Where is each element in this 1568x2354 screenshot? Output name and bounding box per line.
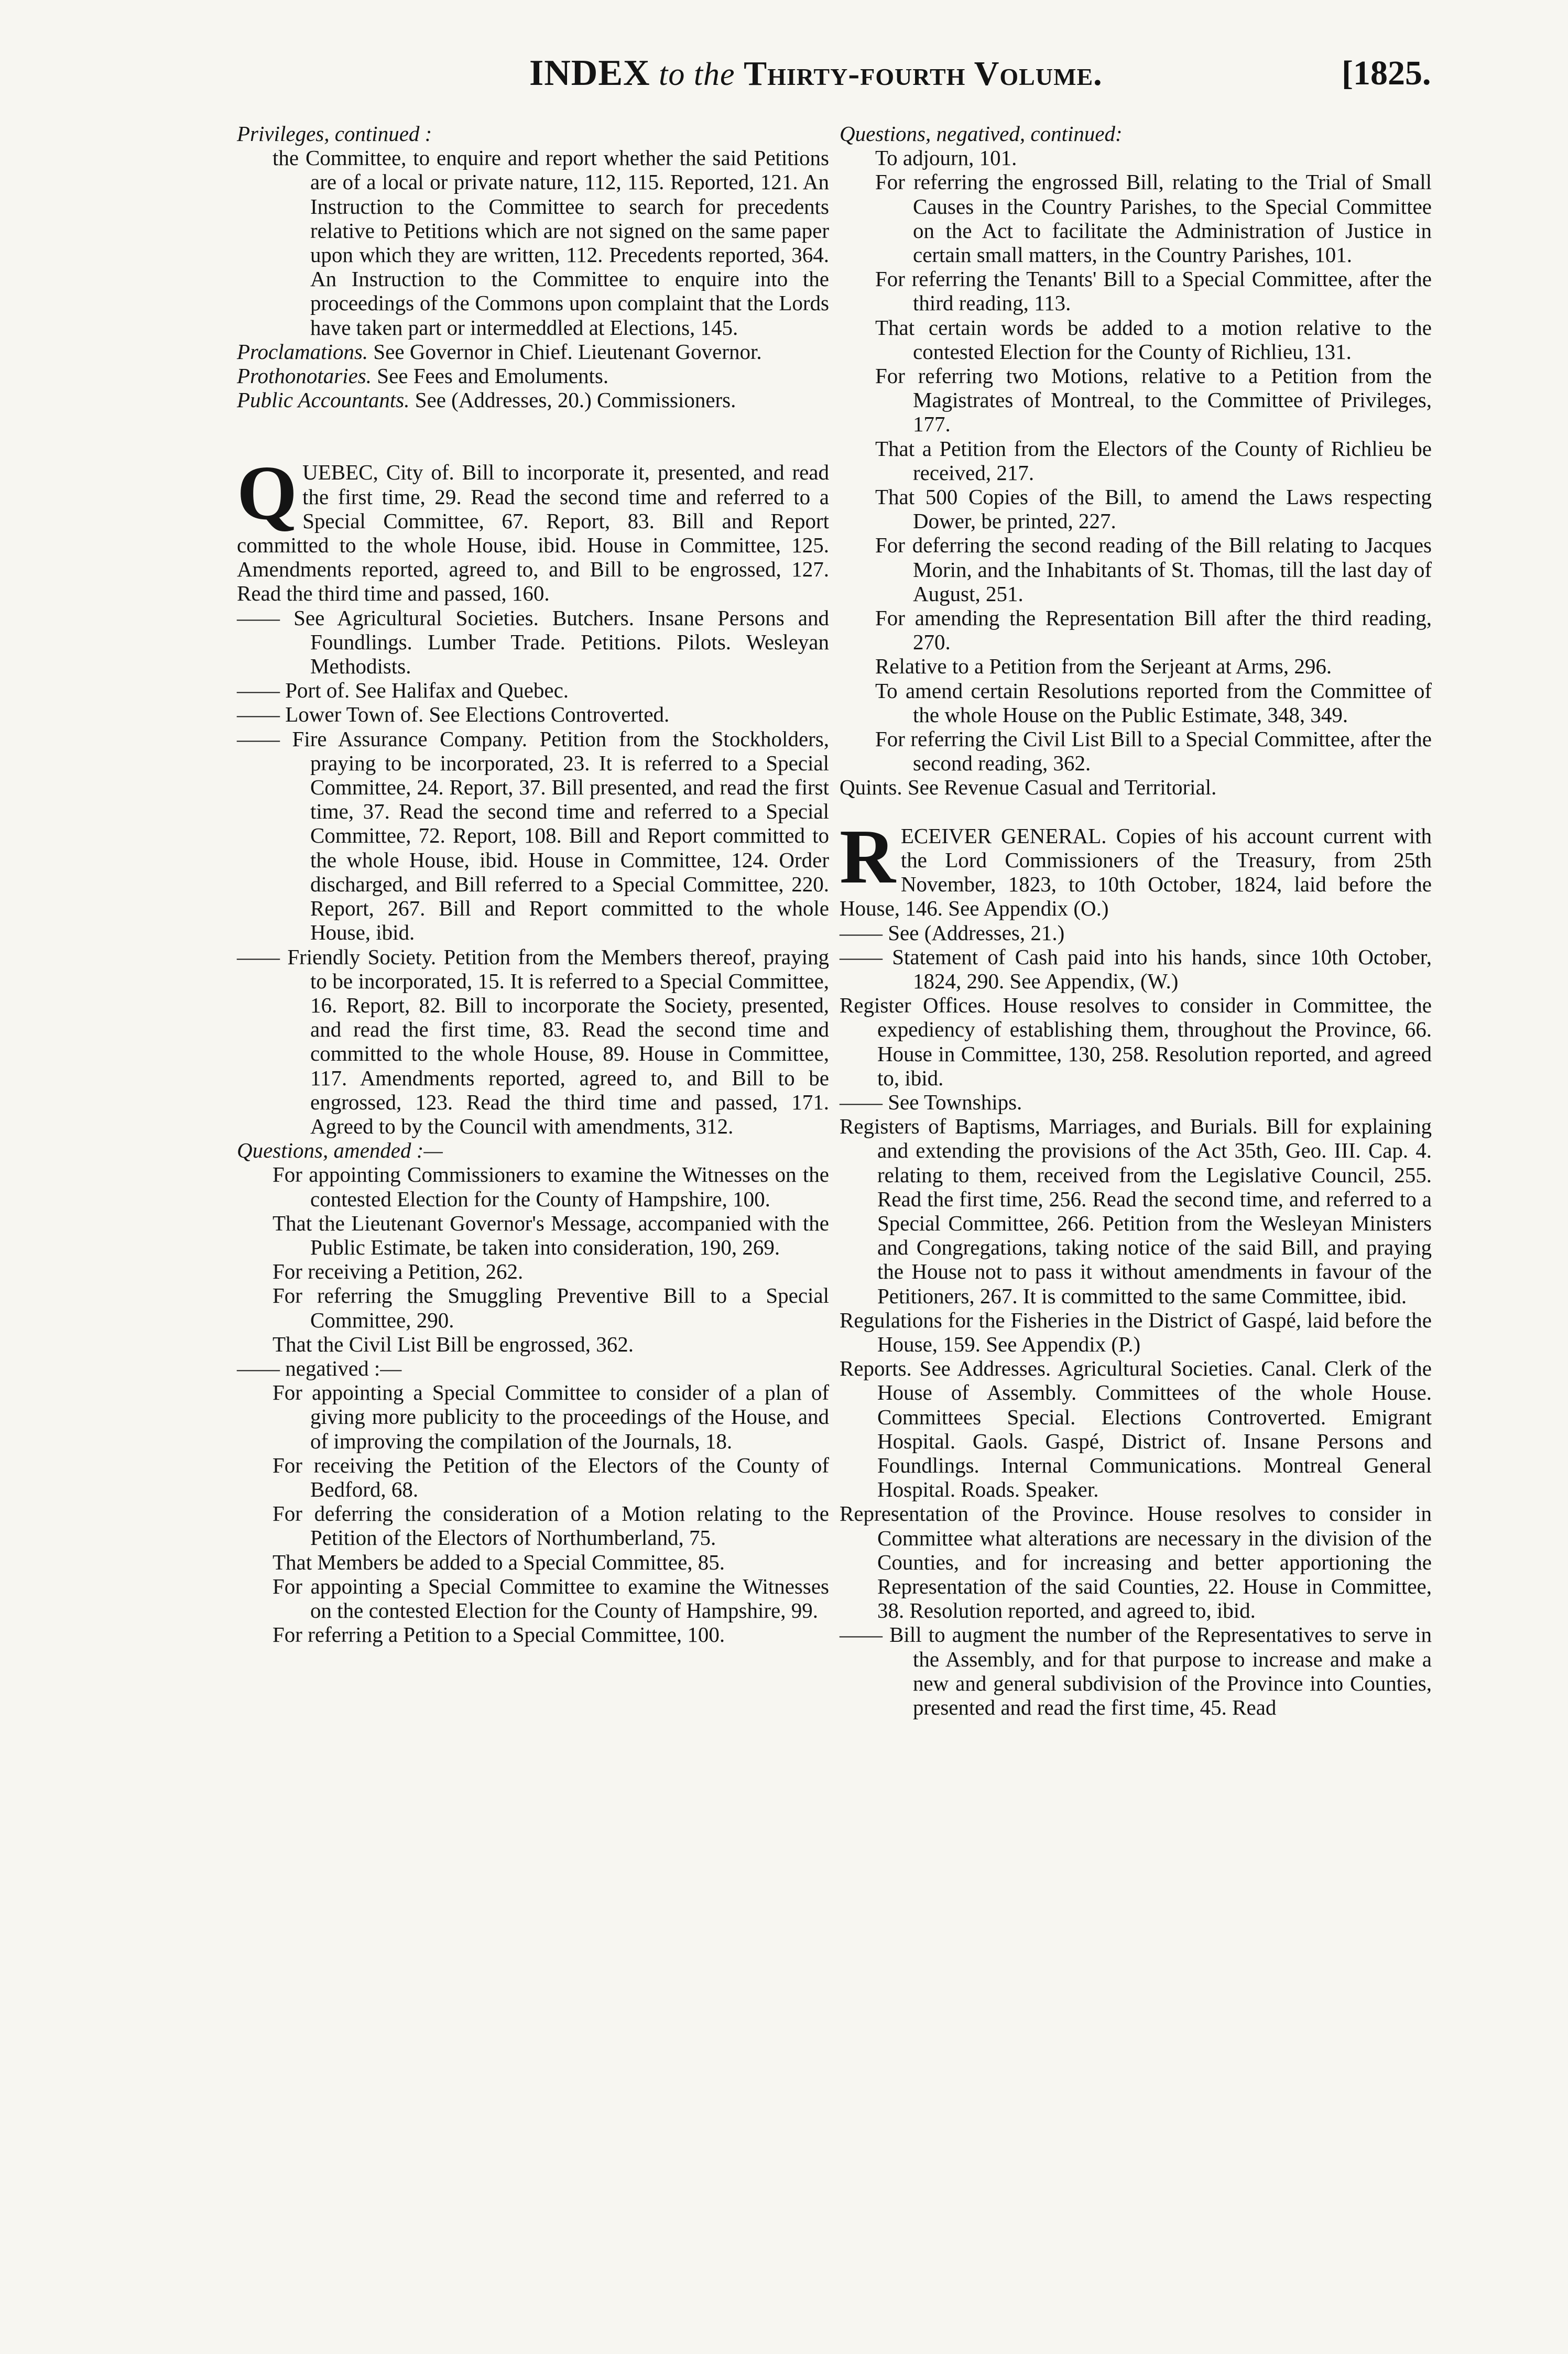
list-item: That the Civil List Bill be engrossed, 362.	[273, 1332, 634, 1356]
entry-proclamations-text: See Governor in Chief. Lieutenant Governor.	[373, 339, 762, 364]
list-item: That certain words be added to a motion relative to the contested Election for the County of Richlieu, 131.	[875, 315, 1432, 364]
left-column	[237, 122, 829, 1647]
list-item: For deferring the second reading of the Bill relating to Jacques Morin, and the Inhabitants of St. Thomas, till the last day of August, 251.	[875, 533, 1432, 606]
list-item: For referring two Motions, relative to a Petition from the Magistrates of Montreal, to the Committee of Privileges, 177.	[875, 364, 1432, 437]
list-item: To adjourn, 101.	[875, 146, 1017, 170]
entry-port-of: —— Port of. See Halifax and Quebec.	[237, 678, 569, 703]
entry-receiver-general	[840, 813, 1432, 921]
entry-representation-bill: —— Bill to augment the number of the Representatives to serve in the Assembly, and for that purpose to increase and make a new and general subdivision of the Province into Counties, presented and read the first time, 45. Read	[840, 1622, 1432, 1719]
list-item: For referring the Smuggling Preventive Bill to a Special Committee, 290.	[273, 1283, 829, 1332]
right-column	[840, 122, 1432, 1719]
entry-receiver-text: ECEIVER GENERAL. Copies of his account current with the Lord Commissioners of the Treasury, from 25th November, 1823, to 10th October, 1824, laid before the House, 146. See Appendix (O.)	[840, 823, 1432, 921]
list-item: To amend certain Resolutions reported from the Committee of the whole House on the Public Estimate, 348, 349.	[875, 678, 1432, 727]
entry-negatived-head: —— negatived :—	[237, 1356, 402, 1380]
list-item: For referring the engrossed Bill, relating to the Trial of Small Causes in the Country Parishes, to the Special Committee on the Act to facilitate the Administration of Justice in certain small matters, in the Country Parishes, 101.	[875, 170, 1432, 267]
entry-friendly-society: —— Friendly Society. Petition from the Members thereof, praying to be incorporated, 15. It is referred to a Special Committee, 16. Report, 82. Bill to incorporate the Society, presented, and read the first time, 83. Read the second time and committed to the whole House, 89. House in Committee, 117. Amendments reported, agreed to, and Bill to be engrossed, 123. Read the third time and passed, 171. Agreed to by the Council with amendments, 312.	[237, 944, 829, 1138]
entry-accountants-head: Public Accountants.	[237, 388, 410, 412]
list-item: That Members be added to a Special Committee, 85.	[273, 1550, 725, 1574]
entry-receiver-see: —— See (Addresses, 21.)	[840, 920, 1065, 945]
entry-negatived-continued: Questions, negatived, continued:	[840, 122, 1123, 146]
dropcap-r: R	[840, 813, 896, 900]
entry-quebec	[237, 450, 829, 606]
list-item: That 500 Copies of the Bill, to amend the Laws respecting Dower, be printed, 227.	[875, 485, 1432, 533]
list-item: For referring the Tenants' Bill to a Special Committee, after the third reading, 113.	[875, 267, 1432, 315]
list-item: For appointing Commissioners to examine the Witnesses on the contested Election for the County of Hampshire, 100.	[273, 1162, 829, 1211]
list-item: For receiving a Petition, 262.	[273, 1259, 524, 1284]
header-year: [1825.	[1342, 54, 1431, 92]
entry-prothonotaries-text: See Fees and Emoluments.	[377, 364, 609, 388]
entry-registers-baptisms: Registers of Baptisms, Marriages, and Burials. Bill for explaining and extending the provisions of the Act 35th, Geo. III. Cap. 4. relating to them, received from the Legislative Council, 255. Read the first time, 256. Read the second time, and referred to a Special Committee, 266. Petition from the Wesleyan Ministers and Congregations, taking notice of the said Bill, and praying the House not to pass it without amendments in favour of the Petitioners, 267. It is committed to the same Committee, ibid.	[840, 1114, 1432, 1308]
entry-quebec-text: UEBEC, City of. Bill to incorporate it, presented, and read the first time, 29. Read the second time and referred to a Special Committee, 67. Report, 83. Bill and Report committed to the whole House, ibid. House in Committee, 125. Amendments reported, agreed to, and Bill to be engrossed, 127. Read the third time and passed, 160.	[237, 460, 829, 606]
entry-privileges-continued: the Committee, to enquire and report whether the said Petitions are of a local or private nature, 112, 115. Reported, 121. An Instruction to the Committee to search for precedents relative to Petitions which are not signed on the same paper upon which they are written, 112. Precedents reported, 364. An Instruction to the Committee to enquire into the proceedings of the Commons upon complaint that the Lords have taken part or intermeddled at Elections, 145.	[273, 146, 829, 340]
entry-quebec-see: —— See Agricultural Societies. Butchers. Insane Persons and Foundlings. Lumber Trade. Petitions. Pilots. Wesleyan Methodists.	[237, 605, 829, 679]
list-item: For deferring the consideration of a Motion relating to the Petition of the Electors of Northumberland, 75.	[273, 1501, 829, 1550]
entry-quints: Quints. See Revenue Casual and Territorial.	[840, 775, 1217, 800]
page-header	[0, 52, 1568, 100]
list-item: That the Lieutenant Governor's Message, accompanied with the Public Estimate, be taken into consideration, 190, 269.	[273, 1211, 829, 1259]
section-gap	[237, 412, 829, 460]
list-item: For referring the Civil List Bill to a Special Committee, after the second reading, 362.	[875, 727, 1432, 776]
entry-prothonotaries-head: Prothonotaries.	[237, 364, 372, 388]
entry-lower-town: —— Lower Town of. See Elections Controverted.	[237, 702, 670, 727]
entry-register-offices: Register Offices. House resolves to consider in Committee, the expediency of establishing them, throughout the Province, 66. House in Committee, 130, 258. Resolution reported, and agreed to, ibid.	[840, 993, 1432, 1090]
entry-heading-privileges: Privileges, continued :	[237, 122, 432, 146]
entry-fire-assurance: —— Fire Assurance Company. Petition from the Stockholders, praying to be incorporated, 23. It is referred to a Special Committee, 24. Report, 37. Bill presented, and read the first time, 37. Read the second time and referred to a Special Committee, 72. Report, 108. Bill and Report committed to the whole House, ibid. House in Committee, 124. Order discharged, and Bill referred to a Special Committee, 220. Report, 267. Bill and Report committed to the whole House, ibid.	[237, 726, 829, 945]
entry-proclamations	[237, 340, 829, 364]
list-item: For appointing a Special Committee to examine the Witnesses on the contested Election for the County of Hampshire, 99.	[273, 1574, 829, 1622]
header-volume: Thirty-fourth Volume.	[744, 55, 1103, 93]
entry-proclamations-head: Proclamations.	[237, 339, 368, 364]
entry-public-accountants	[237, 388, 829, 412]
header-connector: to the	[659, 57, 735, 92]
list-item: For amending the Representation Bill after the third reading, 270.	[875, 606, 1432, 655]
entry-register-see: —— See Townships.	[840, 1089, 1022, 1114]
entry-prothonotaries	[237, 364, 829, 388]
list-item: For appointing a Special Committee to consider of a plan of giving more publicity to the proceedings of the House, and of improving the compilation of the Journals, 18.	[273, 1380, 829, 1453]
entry-representation: Representation of the Province. House resolves to consider in Committee what alterations are necessary in the division of the Counties, and for increasing and better apportioning the Representation of the said Counties, 22. House in Committee, 38. Resolution reported, and agreed to, ibid.	[840, 1501, 1432, 1623]
list-item: Relative to a Petition from the Serjeant at Arms, 296.	[875, 654, 1332, 679]
list-item: For referring a Petition to a Special Committee, 100.	[273, 1622, 725, 1647]
list-item: That a Petition from the Electors of the County of Richlieu be received, 217.	[875, 436, 1432, 485]
entry-questions-amended: Questions, amended :—	[237, 1138, 443, 1163]
dropcap-q: Q	[237, 450, 298, 537]
entry-receiver-statement: —— Statement of Cash paid into his hands, since 10th October, 1824, 290. See Appendix, (W.)	[840, 944, 1432, 993]
entry-regulations-fisheries: Regulations for the Fisheries in the District of Gaspé, laid before the House, 159. See Appendix (P.)	[840, 1307, 1432, 1356]
entry-accountants-text: See (Addresses, 20.) Commissioners.	[415, 388, 736, 412]
list-item: For receiving the Petition of the Electors of the County of Bedford, 68.	[273, 1453, 829, 1501]
entry-reports: Reports. See Addresses. Agricultural Societies. Canal. Clerk of the House of Assembly. Committees of the whole House. Committees Special. Elections Controverted. Emigrant Hospital. Gaols. Gaspé, District of. Insane Persons and Foundlings. Internal Communications. Montreal General Hospital. Roads. Speaker.	[840, 1356, 1432, 1502]
section-gap	[840, 800, 1432, 824]
header-index-word: INDEX	[529, 53, 650, 93]
running-title	[529, 52, 1103, 94]
